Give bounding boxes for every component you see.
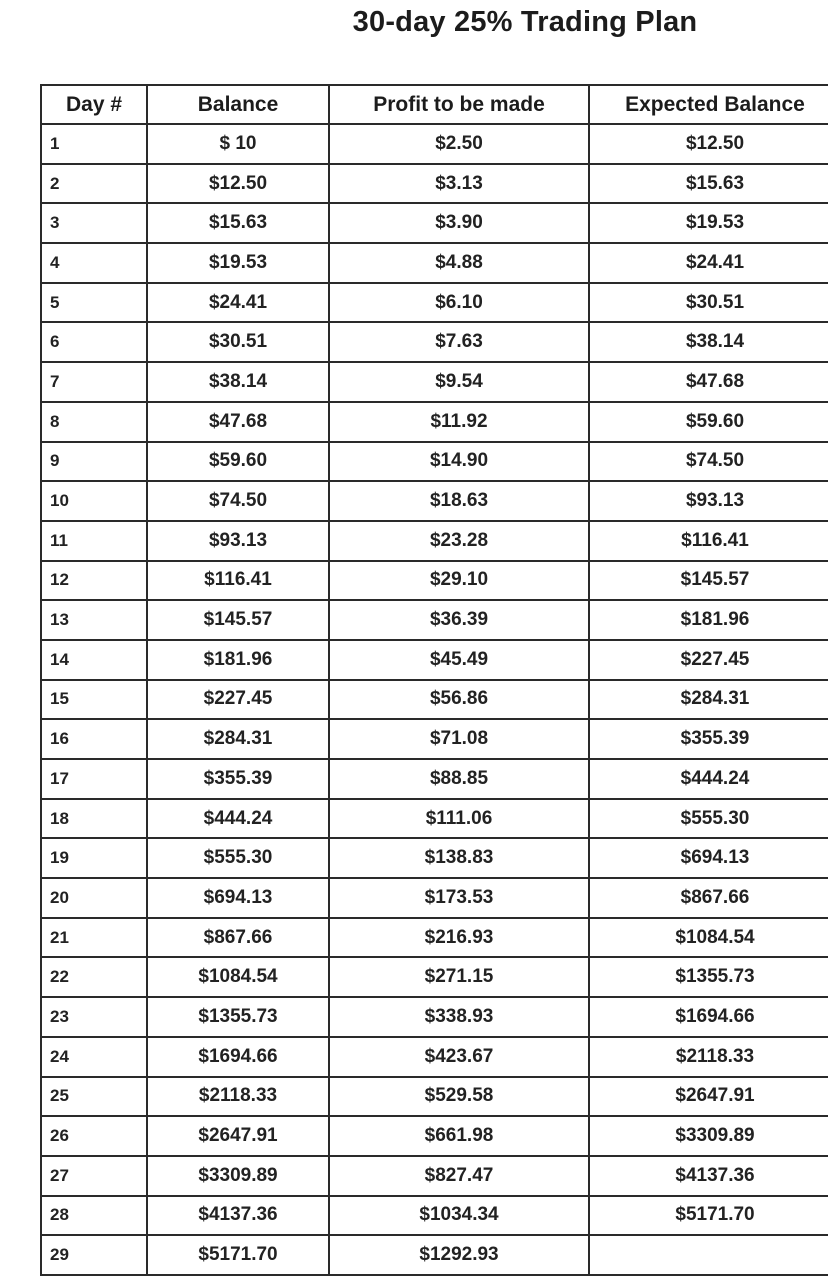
expected-balance-cell [589, 1235, 828, 1275]
balance-cell: $47.68 [147, 402, 329, 442]
profit-cell: $14.90 [329, 442, 589, 482]
expected-balance-cell: $116.41 [589, 521, 828, 561]
profit-cell: $6.10 [329, 283, 589, 323]
day-cell: 7 [41, 362, 147, 402]
profit-cell: $11.92 [329, 402, 589, 442]
table-row [41, 164, 828, 204]
day-cell: 29 [41, 1235, 147, 1275]
day-cell: 14 [41, 640, 147, 680]
expected-balance-cell: $1694.66 [589, 997, 828, 1037]
day-cell: 17 [41, 759, 147, 799]
day-cell: 6 [41, 322, 147, 362]
trading-plan-table [40, 84, 828, 1276]
day-cell: 18 [41, 799, 147, 839]
day-cell: 15 [41, 680, 147, 720]
table-body [41, 124, 828, 1275]
expected-balance-cell: $284.31 [589, 680, 828, 720]
balance-cell: $227.45 [147, 680, 329, 720]
day-cell: 8 [41, 402, 147, 442]
day-cell: 12 [41, 561, 147, 601]
balance-cell: $4137.36 [147, 1196, 329, 1236]
expected-balance-cell: $181.96 [589, 600, 828, 640]
table-row [41, 1077, 828, 1117]
balance-cell: $355.39 [147, 759, 329, 799]
balance-cell: $38.14 [147, 362, 329, 402]
balance-cell: $694.13 [147, 878, 329, 918]
expected-balance-cell: $24.41 [589, 243, 828, 283]
expected-balance-cell: $15.63 [589, 164, 828, 204]
balance-cell: $93.13 [147, 521, 329, 561]
balance-cell: $1355.73 [147, 997, 329, 1037]
balance-cell: $145.57 [147, 600, 329, 640]
day-cell: 13 [41, 600, 147, 640]
profit-cell: $661.98 [329, 1116, 589, 1156]
expected-balance-cell: $4137.36 [589, 1156, 828, 1196]
balance-cell: $ 10 [147, 124, 329, 164]
profit-cell: $36.39 [329, 600, 589, 640]
profit-cell: $529.58 [329, 1077, 589, 1117]
day-cell: 10 [41, 481, 147, 521]
day-cell: 19 [41, 838, 147, 878]
table-row [41, 1156, 828, 1196]
expected-balance-cell: $1084.54 [589, 918, 828, 958]
profit-cell: $4.88 [329, 243, 589, 283]
expected-balance-cell: $694.13 [589, 838, 828, 878]
table-row [41, 362, 828, 402]
table-row [41, 1116, 828, 1156]
balance-cell: $444.24 [147, 799, 329, 839]
table-row [41, 402, 828, 442]
table-row [41, 243, 828, 283]
day-cell: 9 [41, 442, 147, 482]
balance-cell: $3309.89 [147, 1156, 329, 1196]
expected-balance-cell: $2647.91 [589, 1077, 828, 1117]
table-row [41, 680, 828, 720]
balance-cell: $12.50 [147, 164, 329, 204]
expected-balance-cell: $59.60 [589, 402, 828, 442]
expected-balance-cell: $1355.73 [589, 957, 828, 997]
table-row [41, 918, 828, 958]
balance-cell: $284.31 [147, 719, 329, 759]
profit-cell: $338.93 [329, 997, 589, 1037]
balance-cell: $5171.70 [147, 1235, 329, 1275]
balance-cell: $24.41 [147, 283, 329, 323]
balance-cell: $555.30 [147, 838, 329, 878]
profit-cell: $18.63 [329, 481, 589, 521]
day-cell: 11 [41, 521, 147, 561]
expected-balance-cell: $5171.70 [589, 1196, 828, 1236]
day-cell: 22 [41, 957, 147, 997]
table-row [41, 124, 828, 164]
profit-cell: $173.53 [329, 878, 589, 918]
balance-cell: $2118.33 [147, 1077, 329, 1117]
header-expected-balance: Expected Balance [589, 85, 828, 124]
balance-cell: $116.41 [147, 561, 329, 601]
balance-cell: $74.50 [147, 481, 329, 521]
table-row [41, 719, 828, 759]
day-cell: 24 [41, 1037, 147, 1077]
day-cell: 16 [41, 719, 147, 759]
profit-cell: $29.10 [329, 561, 589, 601]
balance-cell: $2647.91 [147, 1116, 329, 1156]
balance-cell: $59.60 [147, 442, 329, 482]
day-cell: 4 [41, 243, 147, 283]
balance-cell: $181.96 [147, 640, 329, 680]
profit-cell: $111.06 [329, 799, 589, 839]
header-balance: Balance [147, 85, 329, 124]
profit-cell: $138.83 [329, 838, 589, 878]
profit-cell: $3.90 [329, 203, 589, 243]
profit-cell: $216.93 [329, 918, 589, 958]
balance-cell: $1694.66 [147, 1037, 329, 1077]
expected-balance-cell: $867.66 [589, 878, 828, 918]
table-row [41, 203, 828, 243]
table-row [41, 1037, 828, 1077]
table-row [41, 997, 828, 1037]
profit-cell: $45.49 [329, 640, 589, 680]
balance-cell: $1084.54 [147, 957, 329, 997]
table-row [41, 322, 828, 362]
expected-balance-cell: $74.50 [589, 442, 828, 482]
table-row [41, 799, 828, 839]
table-header-row [41, 85, 828, 124]
day-cell: 28 [41, 1196, 147, 1236]
day-cell: 1 [41, 124, 147, 164]
header-day: Day # [41, 85, 147, 124]
table-row [41, 481, 828, 521]
day-cell: 3 [41, 203, 147, 243]
balance-cell: $30.51 [147, 322, 329, 362]
balance-cell: $19.53 [147, 243, 329, 283]
expected-balance-cell: $145.57 [589, 561, 828, 601]
expected-balance-cell: $355.39 [589, 719, 828, 759]
day-cell: 5 [41, 283, 147, 323]
balance-cell: $867.66 [147, 918, 329, 958]
expected-balance-cell: $30.51 [589, 283, 828, 323]
table-row [41, 759, 828, 799]
expected-balance-cell: $12.50 [589, 124, 828, 164]
profit-cell: $71.08 [329, 719, 589, 759]
table-row [41, 561, 828, 601]
table-row [41, 283, 828, 323]
expected-balance-cell: $38.14 [589, 322, 828, 362]
profit-cell: $3.13 [329, 164, 589, 204]
table-row [41, 838, 828, 878]
profit-cell: $423.67 [329, 1037, 589, 1077]
profit-cell: $1292.93 [329, 1235, 589, 1275]
table-row [41, 1235, 828, 1275]
day-cell: 26 [41, 1116, 147, 1156]
profit-cell: $2.50 [329, 124, 589, 164]
day-cell: 2 [41, 164, 147, 204]
profit-cell: $9.54 [329, 362, 589, 402]
profit-cell: $56.86 [329, 680, 589, 720]
expected-balance-cell: $19.53 [589, 203, 828, 243]
expected-balance-cell: $47.68 [589, 362, 828, 402]
profit-cell: $23.28 [329, 521, 589, 561]
expected-balance-cell: $3309.89 [589, 1116, 828, 1156]
page-title: 30-day 25% Trading Plan [352, 6, 698, 38]
day-cell: 21 [41, 918, 147, 958]
expected-balance-cell: $93.13 [589, 481, 828, 521]
expected-balance-cell: $555.30 [589, 799, 828, 839]
table-row [41, 640, 828, 680]
profit-cell: $271.15 [329, 957, 589, 997]
profit-cell: $1034.34 [329, 1196, 589, 1236]
day-cell: 23 [41, 997, 147, 1037]
expected-balance-cell: $227.45 [589, 640, 828, 680]
day-cell: 20 [41, 878, 147, 918]
day-cell: 25 [41, 1077, 147, 1117]
header-profit: Profit to be made [329, 85, 589, 124]
day-cell: 27 [41, 1156, 147, 1196]
balance-cell: $15.63 [147, 203, 329, 243]
table-row [41, 1196, 828, 1236]
table-row [41, 442, 828, 482]
table-row [41, 878, 828, 918]
table-row [41, 600, 828, 640]
table-row [41, 957, 828, 997]
profit-cell: $7.63 [329, 322, 589, 362]
expected-balance-cell: $444.24 [589, 759, 828, 799]
profit-cell: $88.85 [329, 759, 589, 799]
expected-balance-cell: $2118.33 [589, 1037, 828, 1077]
profit-cell: $827.47 [329, 1156, 589, 1196]
table-row [41, 521, 828, 561]
